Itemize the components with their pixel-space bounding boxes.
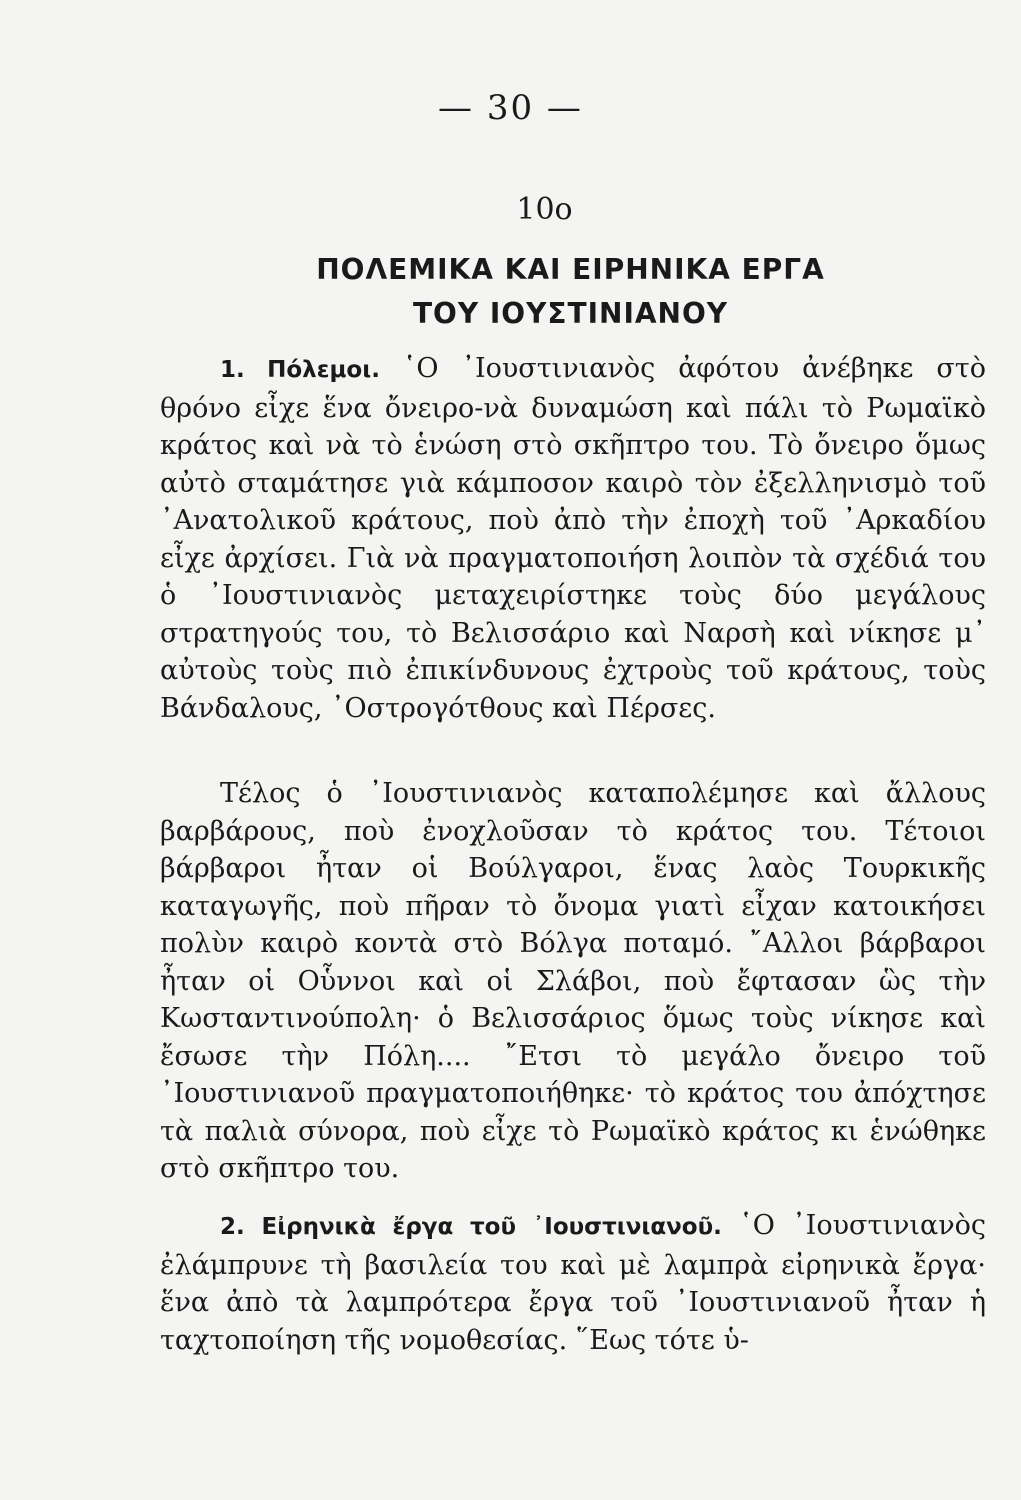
section-1-paragraph-2 — [160, 775, 986, 1188]
chapter-title-line-2: ΤΟΥ ΙΟΥΣΤΙΝΙΑΝΟΥ — [412, 297, 729, 330]
section-1-paragraph-1 — [160, 350, 986, 727]
section-1-paragraph-1-text: ῾Ο ᾿Ιουστινιανὸς ἀφότου ἀνέβηκε στὸ θρόνο εἶχε ἕνα ὄνειρο-νὰ δυναμώση καὶ πάλι τὸ Ρωμαϊκὸ κράτος καὶ νὰ τὸ ἑνώση στὸ σκῆπτρο του. Τὸ ὄνειρο ὅμως αὐτὸ σταμάτησε γιὰ κάμποσον καιρὸ τὸν ἐξελληνισμὸ τοῦ ᾿Ανατολικοῦ κράτους, ποὺ ἀπὸ τὴν ἐποχὴ τοῦ ᾿Αρκαδίου εἶχε ἀρχίσει. Γιὰ νὰ πραγματοποιήση λοιπὸν τὰ σχέδιά του ὁ ᾿Ιουστινιανὸς μεταχειρίστηκε τοὺς δύο μεγάλους στρατηγούς του, τὸ Βελισσάριο καὶ Ναρσὴ καὶ νίκησε μ᾿ αὐτοὺς τοὺς πιὸ ἐπικίνδυνους ἐχτροὺς τοῦ κράτους, τοὺς Βάνδαλους, ᾿Οστρογότθους καὶ Πέρσες. — [160, 353, 986, 724]
chapter-number: 10ο — [516, 192, 573, 227]
section-2-paragraph-1 — [160, 1207, 986, 1359]
section-2-paragraph-1-text: ῾Ο ᾿Ιουστινιανὸς ἐλάμπρυνε τὴ βασιλεία του καὶ μὲ λαμπρὰ εἰρηνικὰ ἔργα· ἕνα ἀπὸ τὰ λαμπρότερα ἔργα τοῦ ᾿Ιουστινιανοῦ ἦταν ἡ ταχτοποίηση τῆς νομοθεσίας. ῞Εως τότε ὑ- — [160, 1210, 986, 1356]
section-1-paragraph-2-text: Τέλος ὁ ᾿Ιουστινιανὸς καταπολέμησε καὶ ἄλλους βαρβάρους, ποὺ ἐνοχλοῦσαν τὸ κράτος του. Τέτοιοι βάρβαροι ἦταν οἱ Βούλγαροι, ἕνας λαὸς Τουρκικῆς καταγωγῆς, ποὺ πῆραν τὸ ὄνομα γιατὶ εἶχαν κατοικήσει πολὺν καιρὸ κοντὰ στὸ Βόλγα ποταμό. ῎Αλλοι βάρβαροι ἦταν οἱ Οὗννοι καὶ οἱ Σλάβοι, ποὺ ἔφτασαν ὣς τὴν Κωσταντινούπολη· ὁ Βελισσάριος ὅμως τοὺς νίκησε καὶ ἔσωσε τὴν Πόλη.... ῎Ετσι τὸ μεγάλο ὄνειρο τοῦ ᾿Ιουστινιανοῦ πραγματοποιήθηκε· τὸ κράτος του ἀπόχτησε τὰ παλιὰ σύνορα, ποὺ εἶχε τὸ Ρωμαϊκὸ κράτος κι ἑνώθηκε στὸ σκῆπτρο του. — [160, 778, 986, 1184]
section-1-heading: 1. Πόλεμοι. — [220, 357, 380, 383]
section-2-heading: 2. Εἰρηνικὰ ἔργα τοῦ ᾿Ιουστινιανοῦ. — [220, 1214, 722, 1240]
chapter-title-line-1: ΠΟΛΕΜΙΚΑ ΚΑΙ ΕΙΡΗΝΙΚΑ ΕΡΓΑ — [316, 253, 825, 286]
page-number: — 30 — — [438, 88, 583, 128]
